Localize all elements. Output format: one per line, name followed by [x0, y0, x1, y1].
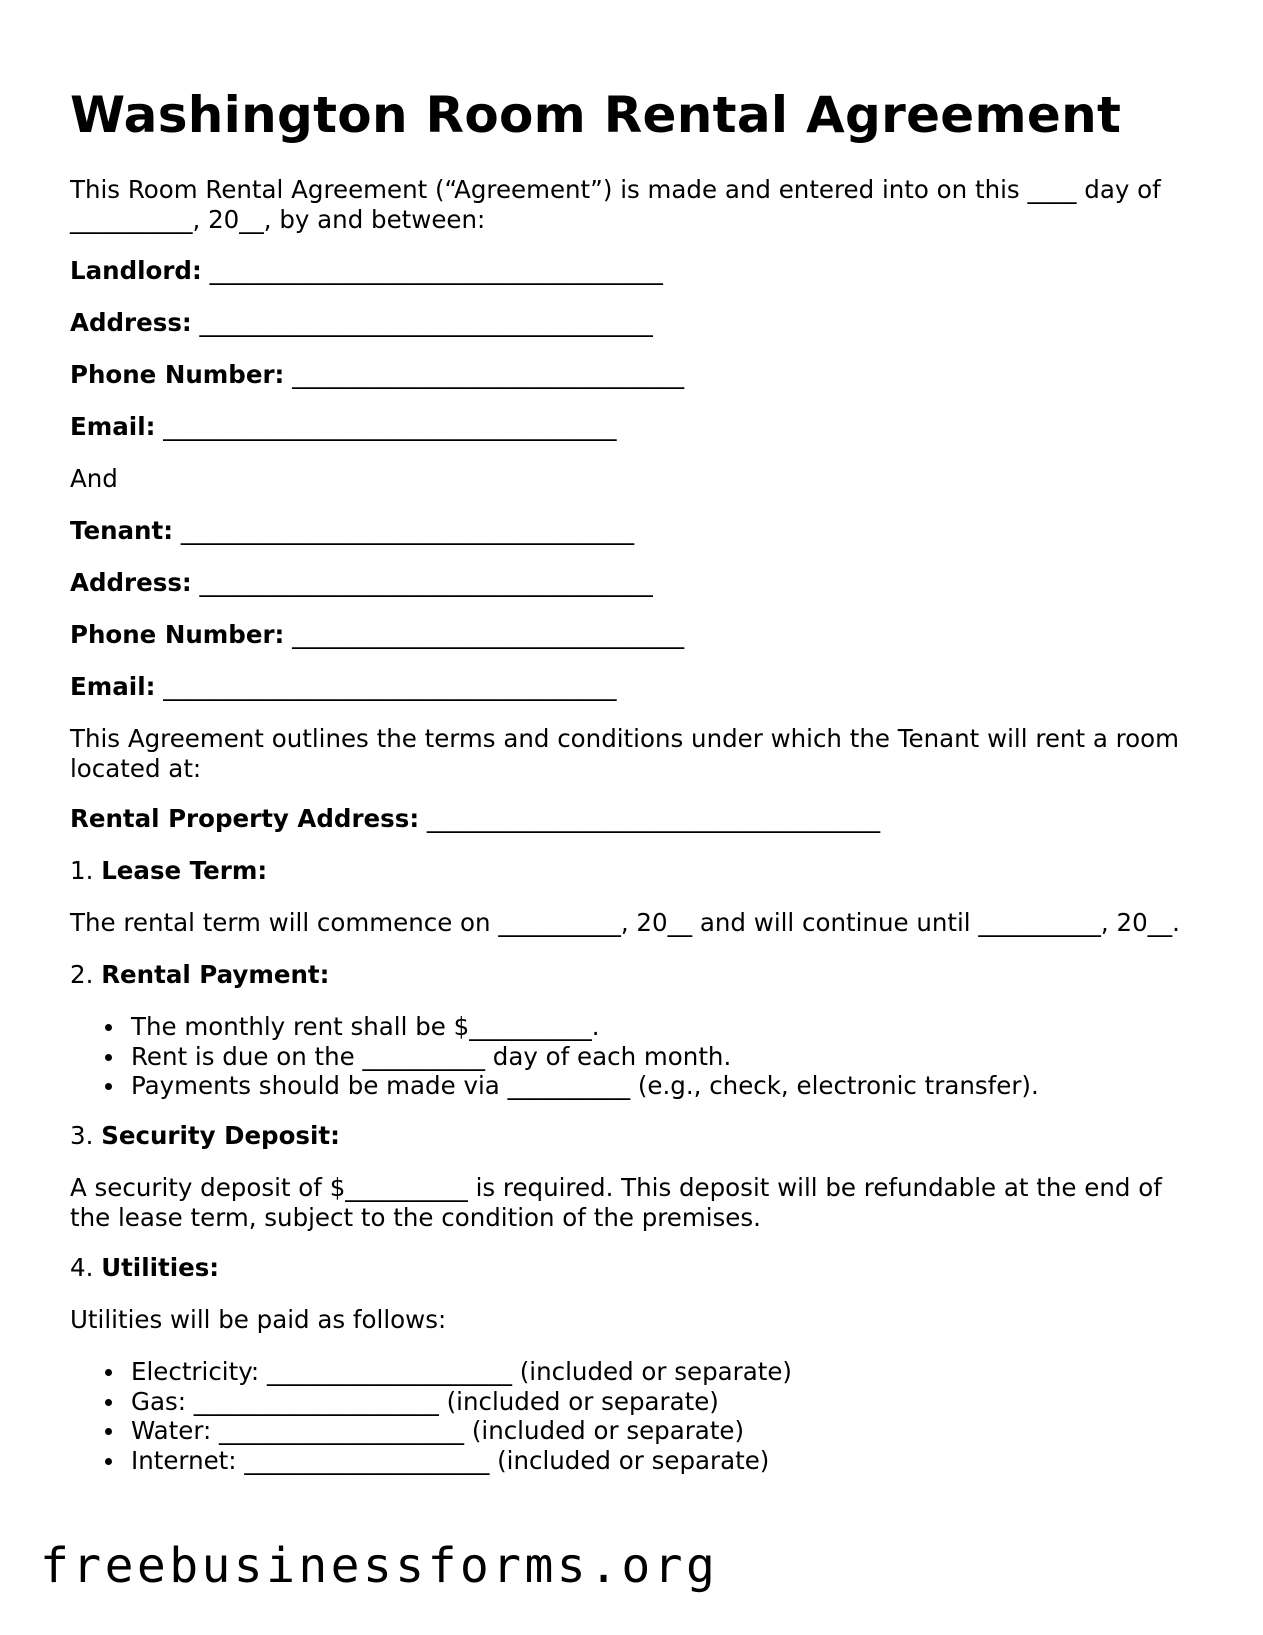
field-label: Phone Number: — [70, 360, 285, 389]
field-label: Address: — [70, 308, 192, 337]
list-item: Payments should be made via __________ (e.g., check, electronic transfer). — [70, 1071, 1200, 1101]
field-label: Email: — [70, 412, 156, 441]
fill-line: _____________________________________ — [163, 412, 617, 441]
list-item: The monthly rent shall be $__________. — [70, 1012, 1200, 1042]
section-heading-lease — [70, 856, 1200, 886]
tenant-name-field — [70, 516, 1200, 546]
section-title: Rental Payment: — [101, 960, 330, 989]
section-number: 2. — [70, 960, 94, 989]
utilities-intro: Utilities will be paid as follows: — [70, 1305, 447, 1334]
section-title: Security Deposit: — [101, 1121, 340, 1150]
section-number: 1. — [70, 856, 94, 885]
field-label: Rental Property Address: — [70, 804, 420, 833]
landlord-phone-field — [70, 360, 1200, 390]
tenant-phone-field — [70, 620, 1200, 650]
list-item: Rent is due on the __________ day of each month. — [70, 1042, 1200, 1072]
lease-term-text: The rental term will commence on __________, 20__ and will continue until __________, 20__. — [70, 908, 1180, 937]
document-title: Washington Room Rental Agreement — [70, 86, 1122, 144]
tenant-address-field — [70, 568, 1200, 598]
fill-line: ________________________________ — [292, 620, 685, 649]
field-label: Landlord: — [70, 256, 202, 285]
and-text: And — [70, 464, 118, 493]
section-heading-payment — [70, 960, 1200, 990]
list-item: Water: ____________________ (included or separate) — [70, 1416, 1200, 1446]
payment-list — [70, 1012, 1200, 1101]
list-item: Gas: ____________________ (included or separate) — [70, 1387, 1200, 1417]
section-title: Utilities: — [101, 1253, 220, 1282]
section-heading-deposit — [70, 1121, 1200, 1151]
fill-line: _____________________________________ — [199, 568, 653, 597]
landlord-email-field — [70, 412, 1200, 442]
field-label: Tenant: — [70, 516, 174, 545]
property-address-field — [70, 804, 1200, 834]
field-label: Email: — [70, 672, 156, 701]
section-title: Lease Term: — [101, 856, 268, 885]
fill-line: ________________________________ — [292, 360, 685, 389]
landlord-address-field — [70, 308, 1200, 338]
fill-line: _____________________________________ — [180, 516, 635, 545]
deposit-paragraph: A security deposit of $__________ is required. This deposit will be refundable at the end of the lease term, subject to the condition of the premises. — [70, 1173, 1162, 1232]
field-label: Address: — [70, 568, 192, 597]
outline-paragraph: This Agreement outlines the terms and conditions under which the Tenant will rent a room located at: — [70, 724, 1180, 783]
section-number: 3. — [70, 1121, 94, 1150]
fill-line: _____________________________________ — [426, 804, 881, 833]
watermark: freebusinessforms.org — [40, 1538, 719, 1594]
section-heading-utilities — [70, 1253, 1200, 1283]
fill-line: _____________________________________ — [199, 308, 653, 337]
section-number: 4. — [70, 1253, 94, 1282]
fill-line: _____________________________________ — [163, 672, 617, 701]
tenant-email-field — [70, 672, 1200, 702]
list-item: Electricity: ____________________ (included or separate) — [70, 1357, 1200, 1387]
field-label: Phone Number: — [70, 620, 285, 649]
list-item: Internet: ____________________ (included or separate) — [70, 1446, 1200, 1476]
fill-line: _____________________________________ — [209, 256, 663, 285]
landlord-name-field — [70, 256, 1200, 286]
utilities-list — [70, 1357, 1200, 1476]
intro-paragraph: This Room Rental Agreement (“Agreement”) is made and entered into on this ____ day of __________, 20__, by and between: — [70, 175, 1161, 234]
